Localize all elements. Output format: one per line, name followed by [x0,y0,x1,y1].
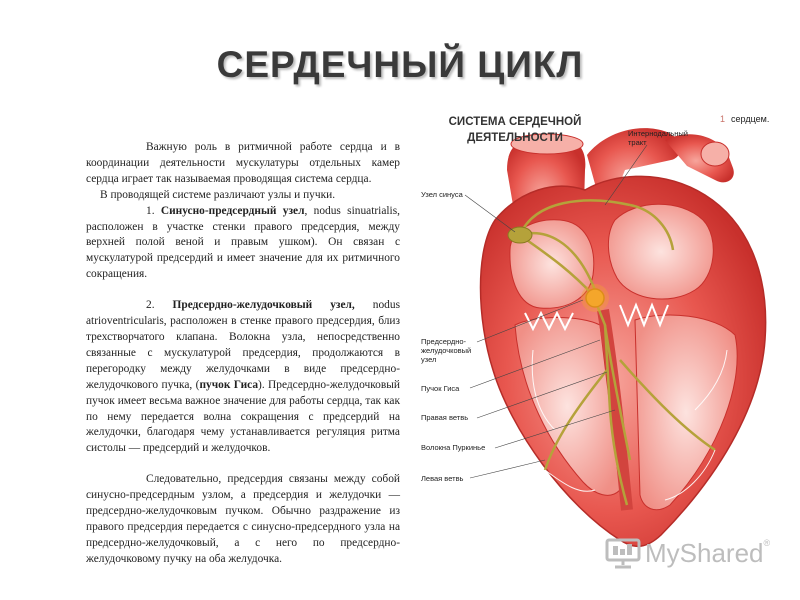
paragraph-nodes: В проводящей системе различают узлы и пучки. [100,188,336,201]
label-sinus-node: Узел синуса [421,190,463,199]
paragraph-av-node [86,298,400,457]
watermark-logo [605,535,770,571]
his-bundle-description: ). Предсердно-желудочковый пучок имеет весьма важное значение для работы сердца, так как по нему передается волна сокращения с предсердий на желудочки, благодаря чему устанавливается регуляция ритма систолы — предсердий и желудочков. [86,378,400,455]
item-number: 1. [146,204,161,217]
paragraph-sinus-node [86,204,400,284]
corner-fragment [720,114,769,124]
label-internodal-tract: Интернодальный тракт [628,129,688,147]
sinus-node-description: , nodus sinuatrialis, расположен в участке стенки правого предсердия, между верхней полой веной и правым ушком). Он связан с мускулатурой предсердий и имеет значение для их ритмичного сокращения. [86,204,401,281]
watermark-brand: MyShared® [645,537,771,568]
diagram-title-line2: ДЕЯТЕЛЬНОСТИ [467,132,563,144]
label-purkinje-fibers: Волокна Пуркинье [421,443,486,452]
body-text [86,140,400,568]
label-left-branch: Левая ветвь [421,474,464,483]
presentation-screen-icon [605,537,641,569]
corner-number: 1 [720,114,726,124]
label-his-bundle: Пучок Гиса [421,384,460,393]
label-av-node: Предсердно- желудочковый узел [421,337,472,364]
diagram-title [440,114,590,146]
paragraph-conclusion: Следовательно, предсердия связаны между собой синусно-предсердным узлом, а предсердия и желудочки — предсердно-желудочковым пучком. Обычно раздражение из правого предсердия передается с синусно-предсердного узла на предсердно-желудочковый, а с него по предсердно-желудочковому пучку на оба желудочка. [86,473,400,565]
term-av-node: Предсердно-желудочковый узел, [172,299,355,312]
term-his-bundle: пучок Гиса [199,378,259,391]
page-title: СЕРДЕЧНЫЙ ЦИКЛ [216,44,584,85]
corner-text: сердцем. [731,114,770,124]
term-sinus-node: Синусно-предсердный узел [160,204,305,217]
paragraph-intro: Важную роль в ритмичной работе сердца и в координации деятельности мускулатуры отдельных камер сердца играет так называемая проводящая система сердца. [86,141,400,185]
diagram-title-line1: СИСТЕМА СЕРДЕЧНОЙ [448,116,582,128]
av-node-description: nodus atrioventricularis, расположен в стенке правого предсердия, близ трехстворчатого клапана. Волокна узла, непосредственно связанные с мускулатурой предсердия, продолжаются в перегородку между желудочками в виде предсердно-желудочкового пучка, ( [86,299,400,391]
left-atrium [608,204,713,299]
item-number: 2. [146,299,173,312]
left-ventricle [635,315,737,510]
label-right-branch: Правая ветвь [421,413,469,422]
